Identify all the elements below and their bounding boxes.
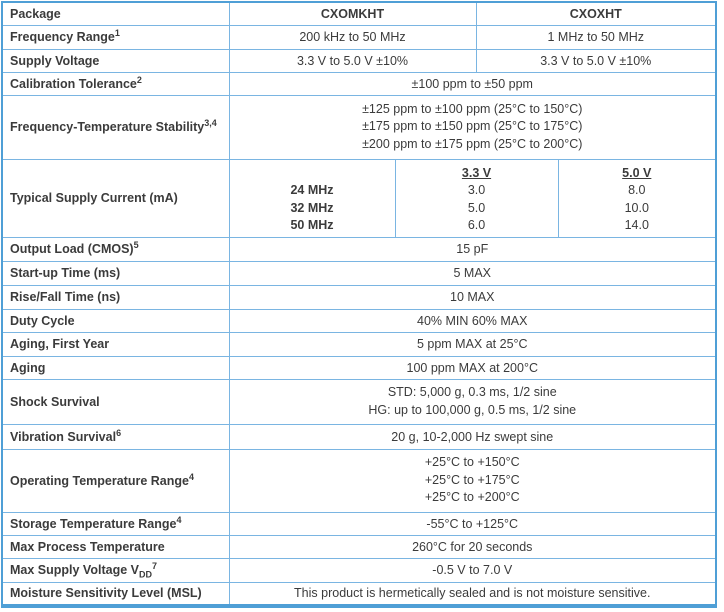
row-frequency-range: [2, 25, 716, 49]
frequency-range-cxoxht-value: 1 MHz to 50 MHz: [476, 25, 716, 49]
current-value: 14.0: [624, 218, 649, 232]
row-duty-cycle: [2, 309, 716, 332]
package-cxomkht-header: CXOMKHT: [229, 2, 476, 25]
row-supply-voltage-label: [2, 49, 229, 72]
supply-current-frequency-column: [229, 159, 395, 237]
frequency-range-cxomkht-value: 200 kHz to 50 MHz: [229, 25, 476, 49]
label-text: Frequency Range: [10, 30, 115, 44]
aging-first-year-value: 5 ppm MAX at 25°C: [229, 332, 716, 356]
moisture-sensitivity-value: This product is hermetically sealed and is not moisture sensitive.: [229, 582, 716, 606]
label-text: Rise/Fall Time (ns): [10, 290, 121, 304]
row-freq-temp-stability: [2, 95, 716, 159]
label-text: Shock Survival: [10, 394, 100, 409]
footnote-sup: 4: [176, 514, 182, 525]
row-output-load-label: [2, 237, 229, 261]
storage-temp-range-value: -55°C to +125°C: [229, 512, 716, 535]
label-text: Output Load (CMOS): [10, 242, 134, 256]
row-calibration-tolerance: [2, 72, 716, 95]
row-moisture-sensitivity: [2, 582, 716, 606]
row-duty-cycle-label: [2, 309, 229, 332]
duty-cycle-value: 40% MIN 60% MAX: [229, 309, 716, 332]
vibration-survival-value: 20 g, 10-2,000 Hz swept sine: [229, 424, 716, 449]
label-text: Operating Temperature Range: [10, 473, 189, 488]
current-value: 5.0: [467, 200, 486, 215]
label-text: Storage Temperature Range: [10, 516, 177, 531]
label-text: Vibration Survival: [10, 429, 117, 444]
operating-temp-line: +25°C to +150°C: [424, 455, 520, 470]
row-supply-voltage: [2, 49, 716, 72]
row-moisture-sensitivity-label: [2, 582, 229, 606]
footnote-sup: 7: [151, 560, 157, 571]
footnote-sup: 5: [133, 239, 139, 250]
current-value: 8.0: [628, 183, 646, 197]
row-package: [2, 2, 716, 25]
label-text: Max Supply Voltage V: [10, 563, 139, 577]
freq-temp-stability-value: [229, 95, 716, 159]
row-frequency-range-label: [2, 25, 229, 49]
vdd-subscript: DD: [138, 569, 152, 580]
startup-time-value: 5 MAX: [229, 261, 716, 285]
stability-line: ±200 ppm to ±175 ppm (25°C to 200°C): [362, 136, 583, 151]
row-max-process-temp: [2, 535, 716, 558]
frequency-label: 24 MHz: [290, 183, 334, 197]
stability-line: ±125 ppm to ±100 ppm (25°C to 150°C): [362, 101, 583, 116]
footnote-sup: 2: [136, 74, 142, 85]
operating-temp-range-value: [229, 449, 716, 512]
label-text: Moisture Sensitivity Level (MSL): [10, 586, 202, 601]
row-storage-temp-range: [2, 512, 716, 535]
row-typical-supply-current-label: [2, 159, 229, 237]
label-text: Calibration Tolerance: [10, 76, 137, 91]
label-text: Package: [10, 6, 61, 21]
row-max-supply-voltage: [2, 558, 716, 582]
row-package-label: [2, 2, 229, 25]
row-vibration-survival-label: [2, 424, 229, 449]
row-max-supply-voltage-label: [2, 558, 229, 582]
spec-table: [1, 1, 717, 608]
row-aging-first-year: [2, 332, 716, 356]
row-typical-supply-current: [2, 159, 716, 237]
stability-line: ±175 ppm to ±150 ppm (25°C to 175°C): [362, 119, 583, 134]
row-calibration-tolerance-label: [2, 72, 229, 95]
frequency-label: 32 MHz: [290, 200, 334, 215]
label-text: Typical Supply Current (mA): [10, 191, 178, 205]
footnote-sup: 3,4: [204, 117, 217, 128]
row-shock-survival: [2, 379, 716, 424]
output-load-value: 15 pF: [229, 237, 716, 261]
spacer: [233, 165, 392, 183]
calibration-tolerance-value: ±100 ppm to ±50 ppm: [229, 72, 716, 95]
frequency-label: 50 MHz: [290, 218, 334, 232]
row-aging: [2, 356, 716, 379]
label-text: Start-up Time (ms): [10, 266, 121, 280]
aging-value: 100 ppm MAX at 200°C: [229, 356, 716, 379]
package-cxoxht-header: CXOXHT: [476, 2, 716, 25]
shock-line: HG: up to 100,000 g, 0.5 ms, 1/2 sine: [368, 402, 577, 417]
max-process-temp-value: 260°C for 20 seconds: [229, 535, 716, 558]
label-text: Aging, First Year: [10, 337, 110, 351]
current-value: 6.0: [467, 218, 486, 232]
row-vibration-survival: [2, 424, 716, 449]
row-startup-time-label: [2, 261, 229, 285]
row-shock-survival-label: [2, 379, 229, 424]
footnote-sup: 6: [116, 427, 122, 438]
row-rise-fall-time: [2, 285, 716, 309]
supply-voltage-cxomkht-value: 3.3 V to 5.0 V ±10%: [229, 49, 476, 72]
row-aging-label: [2, 356, 229, 379]
rise-fall-time-value: 10 MAX: [229, 285, 716, 309]
label-text: Aging: [10, 360, 46, 375]
footnote-sup: 1: [114, 27, 120, 38]
row-operating-temp-range: [2, 449, 716, 512]
operating-temp-line: +25°C to +175°C: [424, 472, 520, 487]
supply-current-3v3-column: [395, 159, 558, 237]
current-value: 10.0: [624, 200, 649, 215]
label-text: Max Process Temperature: [10, 539, 165, 554]
row-operating-temp-range-label: [2, 449, 229, 512]
footnote-sup: 4: [188, 471, 194, 482]
shock-survival-value: [229, 379, 716, 424]
row-max-process-temp-label: [2, 535, 229, 558]
label-text: Frequency-Temperature Stability: [10, 120, 205, 134]
row-storage-temp-range-label: [2, 512, 229, 535]
row-output-load: [2, 237, 716, 261]
supply-voltage-cxoxht-value: 3.3 V to 5.0 V ±10%: [476, 49, 716, 72]
row-freq-temp-stability-label: [2, 95, 229, 159]
row-aging-first-year-label: [2, 332, 229, 356]
current-value: 3.0: [467, 183, 486, 197]
label-text: Duty Cycle: [10, 313, 75, 328]
label-text: Supply Voltage: [10, 53, 100, 68]
row-startup-time: [2, 261, 716, 285]
voltage-column-header: 5.0 V: [622, 165, 652, 180]
shock-line: STD: 5,000 g, 0.3 ms, 1/2 sine: [387, 385, 557, 399]
operating-temp-line: +25°C to +200°C: [424, 490, 520, 505]
supply-current-5v0-column: [558, 159, 716, 237]
voltage-column-header: 3.3 V: [461, 165, 492, 180]
max-supply-voltage-value: -0.5 V to 7.0 V: [229, 558, 716, 582]
row-rise-fall-time-label: [2, 285, 229, 309]
